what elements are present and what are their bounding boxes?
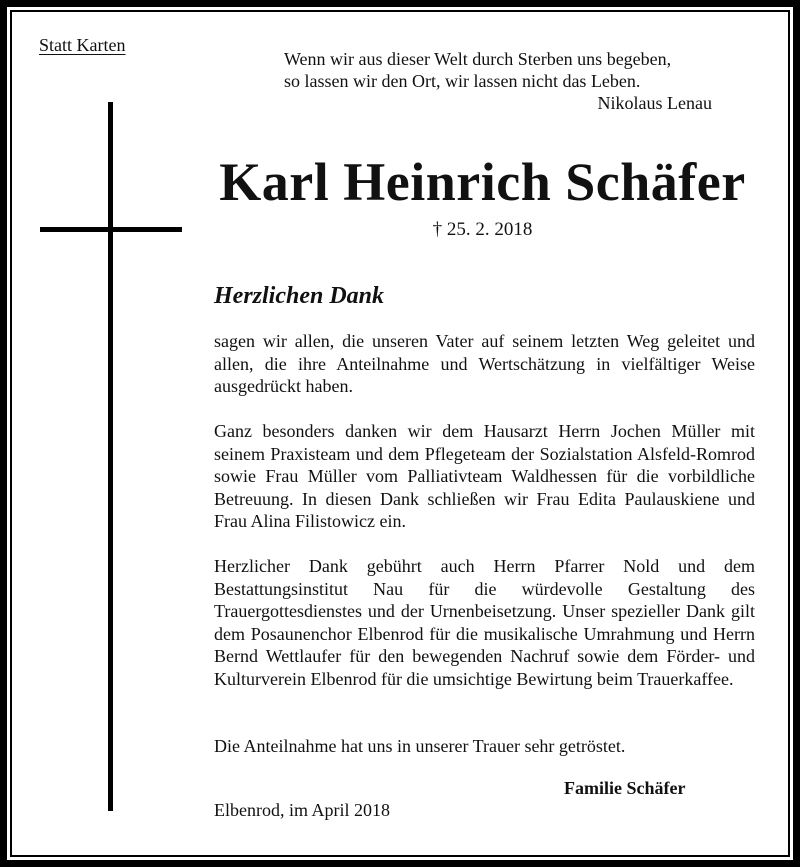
thanks-paragraph-2: Ganz besonders danken wir dem Hausarzt Herrn Jochen Müller mit seinem Praxisteam und dem Pflegeteam der Sozialstation Alsfeld-Romrod sowie Frau Müller vom Palliativteam Waldhessen für die vorbildliche Betreuung. In diesen Dank schließen wir Frau Edita Paulauskiene und Frau Alina Filistowicz ein. (214, 421, 755, 531)
thanks-heading: Herzlichen Dank (214, 283, 385, 309)
deceased-name: Karl Heinrich Schäfer (219, 152, 746, 212)
thanks-paragraph-1: sagen wir allen, die unseren Vater auf seinem letzten Weg geleitet und allen, die ihre Anteilnahme und Wertschätzung in vielfältiger Weise ausgedrückt haben. (214, 331, 755, 396)
death-date: † 25. 2. 2018 (432, 219, 533, 240)
family-signature: Familie Schäfer (564, 778, 686, 798)
place-and-date: Elbenrod, im April 2018 (214, 800, 390, 820)
quote-line-2: so lassen wir den Ort, wir lassen nicht das Leben. (284, 71, 641, 91)
cross-horizontal-bar (40, 227, 182, 232)
thanks-paragraph-3: Herzlicher Dank gebührt auch Herrn Pfarrer Nold und dem Bestattungsinstitut Nau für die würdevolle Gestaltung des Trauergottesdienstes und der Urnenbeisetzung. Unser spezieller Dank gilt dem Posaunenchor Elbenrod für die musikalische Umrahmung und Herrn Bernd Wettlaufer für den bewegenden Nachruf sowie dem Förder- und Kulturverein Elbenrod für die umsichtige Bewirtung beim Trauerkaffee. (214, 556, 755, 689)
quote-author: Nikolaus Lenau (597, 93, 712, 113)
cross-vertical-bar (108, 102, 113, 811)
epigraph-quote (284, 48, 714, 114)
statt-karten-label: Statt Karten (39, 35, 126, 55)
quote-line-1: Wenn wir aus dieser Welt durch Sterben uns begeben, (284, 49, 672, 69)
thanks-paragraph-4: Die Anteilnahme hat uns in unserer Trauer sehr getröstet. (214, 736, 626, 756)
